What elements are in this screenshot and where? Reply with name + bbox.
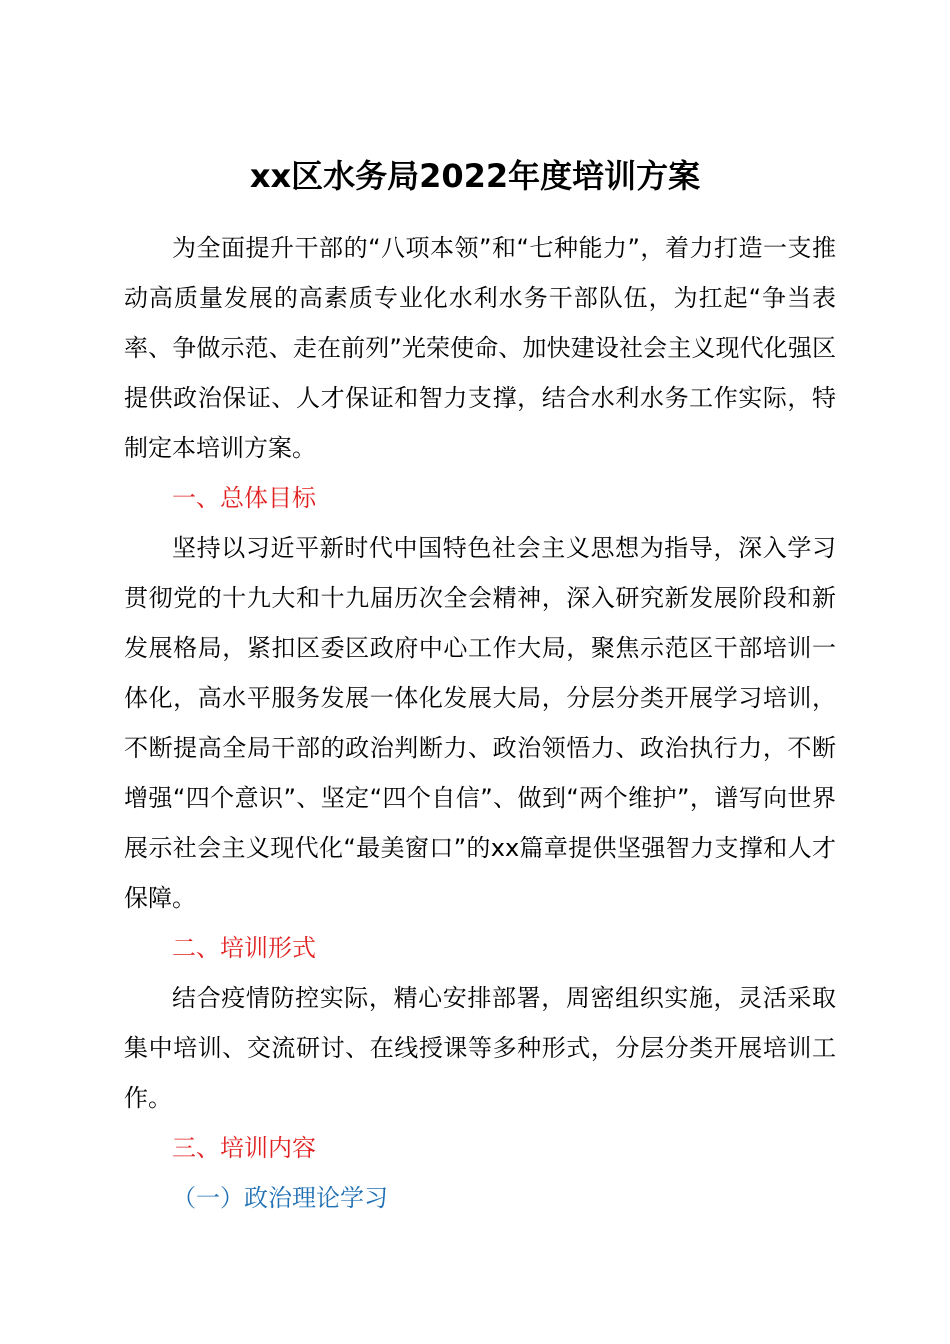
section-heading-format: 二、培训形式 [172,934,316,962]
format-paragraph: 结合疫情防控实际，精心安排部署，周密组织实施，灵活采取集中培训、交流研讨、在线授课等多种形式，分层分类开展培训工作。 [124,984,836,1112]
section-heading-content: 三、培训内容 [172,1134,316,1162]
section-heading-goals: 一、总体目标 [172,484,316,512]
subheading-political-theory: （一）政治理论学习 [172,1184,388,1212]
document-body [124,223,836,1223]
intro-paragraph: 为全面提升干部的“八项本领”和“七种能力”，着力打造一支推动高质量发展的高素质专业化水利水务干部队伍，为扛起“争当表率、争做示范、走在前列”光荣使命、加快建设社会主义现代化强区提供政治保证、人才保证和智力支撑，结合水利水务工作实际，特制定本培训方案。 [124,234,836,462]
goals-paragraph: 坚持以习近平新时代中国特色社会主义思想为指导，深入学习贯彻党的十九大和十九届历次全会精神，深入研究新发展阶段和新发展格局，紧扣区委区政府中心工作大局，聚焦示范区干部培训一体化，高水平服务发展一体化发展大局，分层分类开展学习培训，不断提高全局干部的政治判断力、政治领悟力、政治执行力，不断增强“四个意识”、坚定“四个自信”、做到“两个维护”，谱写向世界展示社会主义现代化“最美窗口”的xx篇章提供坚强智力支撑和人才保障。 [124,534,836,912]
document-title: xx区水务局2022年度培训方案 [249,157,701,195]
